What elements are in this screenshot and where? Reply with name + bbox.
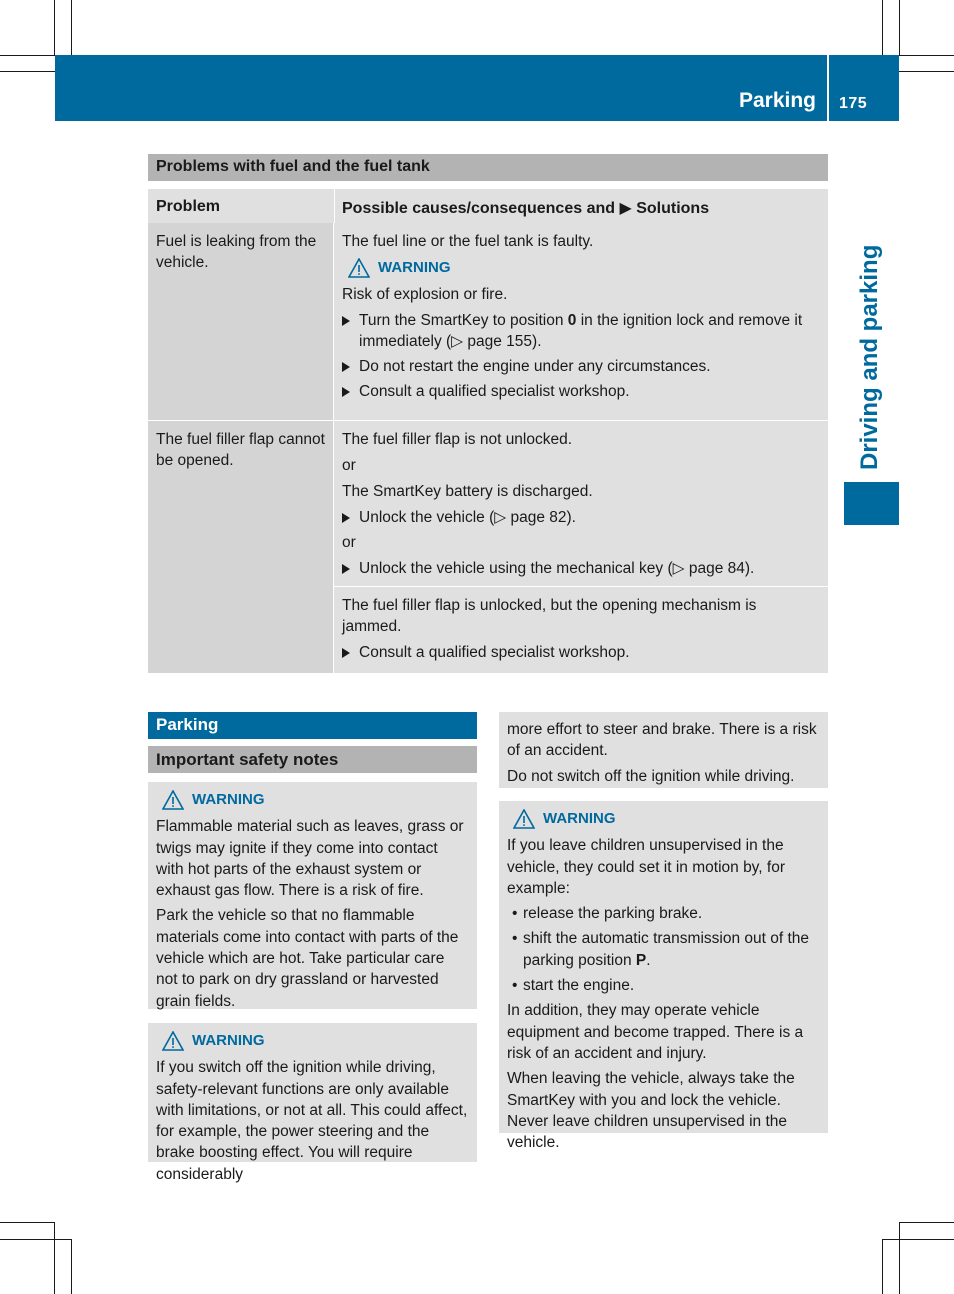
step-item: Turn the SmartKey to position 0 in the ignition lock and remove it immediately (▷ page 155). [342, 310, 820, 352]
table-row-solution [334, 421, 828, 586]
parking-section-title: Parking [148, 712, 477, 739]
warning-heading [156, 1030, 469, 1051]
list-item: • release the parking brake. [507, 903, 820, 924]
column-header-solutions: Possible causes/consequences and ▶ Solutions [342, 200, 710, 217]
warning-text: Park the vehicle so that no flammable materials come into contact with parts of the vehicle which are hot. Take particular care not to park on dry grassland or harvested grain fields. [156, 907, 459, 1010]
warning-box [148, 1023, 477, 1183]
chapter-tab [844, 482, 899, 525]
step-arrow-icon [342, 316, 350, 326]
step-item: Unlock the vehicle (▷ page 82). [342, 507, 820, 528]
step-arrow-icon [342, 387, 350, 397]
crop-mark [899, 1222, 954, 1223]
crop-mark [899, 1222, 900, 1294]
warning-heading [342, 257, 820, 278]
warning-text: Risk of explosion or fire. [342, 286, 508, 303]
crop-mark [0, 55, 55, 56]
page-number: 175 [839, 95, 868, 112]
crop-mark [71, 0, 72, 55]
step-arrow-icon [342, 648, 350, 658]
warning-heading [507, 808, 820, 829]
crop-mark [0, 1222, 55, 1223]
list-item: • start the engine. [507, 975, 820, 996]
column-divider [334, 189, 335, 223]
warning-text: more effort to steer and brake. There is a risk of an accident. [507, 721, 817, 760]
crop-mark [882, 1239, 883, 1294]
warning-label: WARNING [192, 791, 265, 808]
page-header [55, 55, 899, 121]
header-divider [827, 55, 829, 121]
warning-text: Flammable material such as leaves, grass or twigs may ignite if they come into contact with hot parts of the exhaust system or exhaust gas flow. There is a risk of fire. [156, 818, 464, 900]
warning-heading [156, 789, 469, 810]
table-row-problem [148, 223, 333, 420]
warning-box [148, 782, 477, 1009]
crop-mark [54, 0, 55, 55]
step-arrow-icon [342, 362, 350, 372]
crop-mark [882, 0, 883, 55]
warning-label: WARNING [192, 1032, 265, 1049]
step-arrow-icon [342, 513, 350, 523]
crop-mark [54, 1222, 55, 1294]
warning-text: When leaving the vehicle, always take the SmartKey with you and lock the vehicle. Never leave children unsupervised in the vehicle. [507, 1070, 795, 1152]
cause-text: The fuel filler flap is unlocked, but the opening mechanism is jammed. [342, 597, 757, 635]
step-item: Consult a qualified specialist workshop. [342, 642, 820, 663]
warning-triangle-icon [348, 258, 370, 278]
table-row-solution [334, 223, 828, 420]
step-item: Do not restart the engine under any circumstances. [342, 356, 820, 377]
step-item: Consult a qualified specialist workshop. [342, 381, 820, 402]
warning-text: In addition, they may operate vehicle equipment and become trapped. There is a risk of an accident and injury. [507, 1002, 804, 1062]
fuel-section-title: Problems with fuel and the fuel tank [148, 154, 828, 181]
table-row-problem [148, 421, 333, 673]
crop-mark [899, 0, 900, 55]
warning-box-continued [499, 712, 828, 788]
list-item: • shift the automatic transmission out of the parking position P. [507, 928, 820, 971]
cause-text: The fuel line or the fuel tank is faulty. [342, 233, 594, 250]
crop-mark [882, 1239, 954, 1240]
warning-triangle-icon [513, 809, 535, 829]
warning-label: WARNING [378, 259, 451, 276]
or-text: or [342, 457, 356, 474]
warning-box [499, 801, 828, 1152]
header-title: Parking [738, 89, 816, 112]
crop-mark [0, 1239, 71, 1240]
cause-text: The fuel filler flap is not unlocked. [342, 431, 573, 448]
crop-mark [899, 71, 954, 72]
column-header-problem: Problem [156, 198, 221, 215]
warning-label: WARNING [543, 810, 616, 827]
step-item: Unlock the vehicle using the mechanical key (▷ page 84). [342, 558, 820, 579]
step-arrow-icon [342, 564, 350, 574]
table-row-solution [334, 587, 828, 673]
cause-text: The SmartKey battery is discharged. [342, 483, 593, 500]
or-text: or [342, 534, 356, 551]
warning-triangle-icon [162, 790, 184, 810]
warning-text: Do not switch off the ignition while driving. [507, 767, 795, 785]
warning-text: If you switch off the ignition while driving, safety-relevant functions are only available with limitations, or not at all. This could affect, for example, the power steering and the brake boosting effect. You will require considerably [156, 1059, 468, 1183]
warning-triangle-icon [162, 1031, 184, 1051]
safety-notes-title: Important safety notes [148, 746, 477, 773]
chapter-title: Driving and parking [856, 244, 883, 470]
crop-mark [71, 1239, 72, 1294]
crop-mark [899, 55, 954, 56]
table-header [148, 189, 828, 223]
problem-text: The fuel filler flap cannot be opened. [156, 431, 325, 469]
crop-mark [0, 71, 55, 72]
problem-text: Fuel is leaking from the vehicle. [156, 233, 317, 271]
warning-text: If you leave children unsupervised in the vehicle, they could set it in motion by, for example: [507, 837, 785, 897]
